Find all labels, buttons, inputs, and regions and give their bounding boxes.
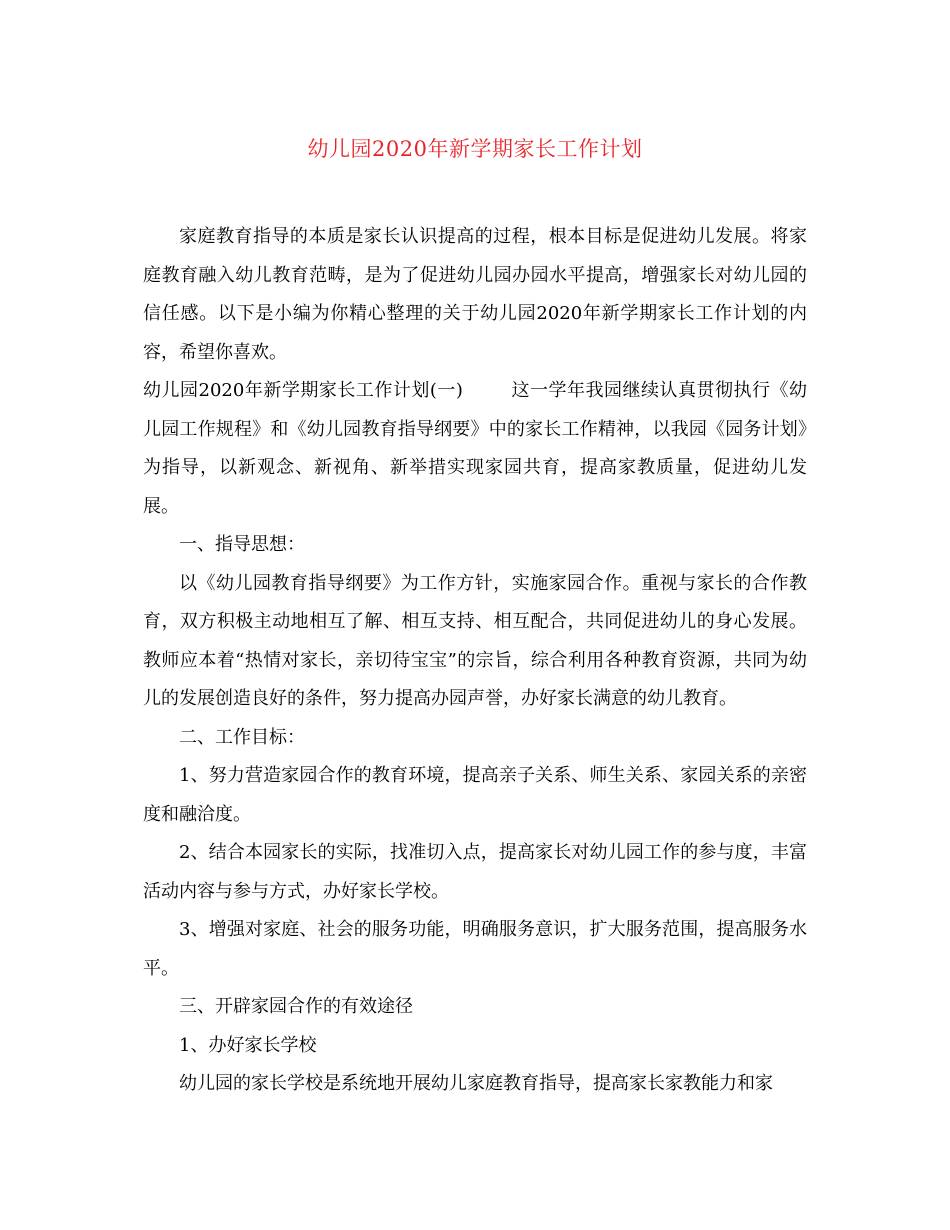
section-heading-cooperation: 三、开辟家园合作的有效途径	[179, 996, 413, 1017]
goal-item-3: 3、增强对家庭、社会的服务功能，明确服务意识，扩大服务范围，提高服务水平。	[143, 919, 807, 979]
section-heading-work-goals: 二、工作目标：	[179, 726, 305, 748]
plan-one-paragraph	[143, 372, 807, 526]
plan-one-lead: 幼儿园2020年新学期家长工作计划(一)	[143, 380, 463, 401]
section-heading-guiding-thought: 一、指导思想：	[179, 534, 305, 555]
document-title: 幼儿园2020年新学期家长工作计划	[307, 137, 643, 161]
document-body	[143, 218, 807, 1104]
plan-one-text: 这一学年我园继续认真贯彻执行《幼儿园工作规程》和《幼儿园教育指导纲要》中的家长工作精神，以我园《园务计划》为指导，以新观念、新视角、新举措实现家园共育，提高家教质量，促进幼儿发展。	[143, 380, 808, 517]
subsection-heading-parent-school: 1、办好家长学校	[179, 1034, 317, 1056]
intro-paragraph: 家庭教育指导的本质是家长认识提高的过程，根本目标是促进幼儿发展。将家庭教育融入幼儿教育范畴，是为了促进幼儿园办园水平提高，增强家长对幼儿园的信任感。以下是小编为你精心整理的关于幼儿园2020年新学期家长工作计划的内容，希望你喜欢。	[143, 226, 807, 363]
goal-item-1: 1、努力营造家园合作的教育环境，提高亲子关系、师生关系、家园关系的亲密度和融洽度。	[143, 765, 807, 825]
goal-item-2: 2、结合本园家长的实际，找准切入点，提高家长对幼儿园工作的参与度，丰富活动内容与参与方式，办好家长学校。	[143, 842, 807, 902]
guiding-thought-paragraph: 以《幼儿园教育指导纲要》为工作方针，实施家园合作。重视与家长的合作教育，双方积极主动地相互了解、相互支持、相互配合，共同促进幼儿的身心发展。教师应本着“热情对家长，亲切待宝宝”的宗旨，综合利用各种教育资源，共同为幼儿的发展创造良好的条件，努力提高办园声誉，办好家长满意的幼儿教育。	[143, 572, 807, 709]
parent-school-paragraph: 幼儿园的家长学校是系统地开展幼儿家庭教育指导，提高家长家教能力和家	[179, 1073, 773, 1094]
